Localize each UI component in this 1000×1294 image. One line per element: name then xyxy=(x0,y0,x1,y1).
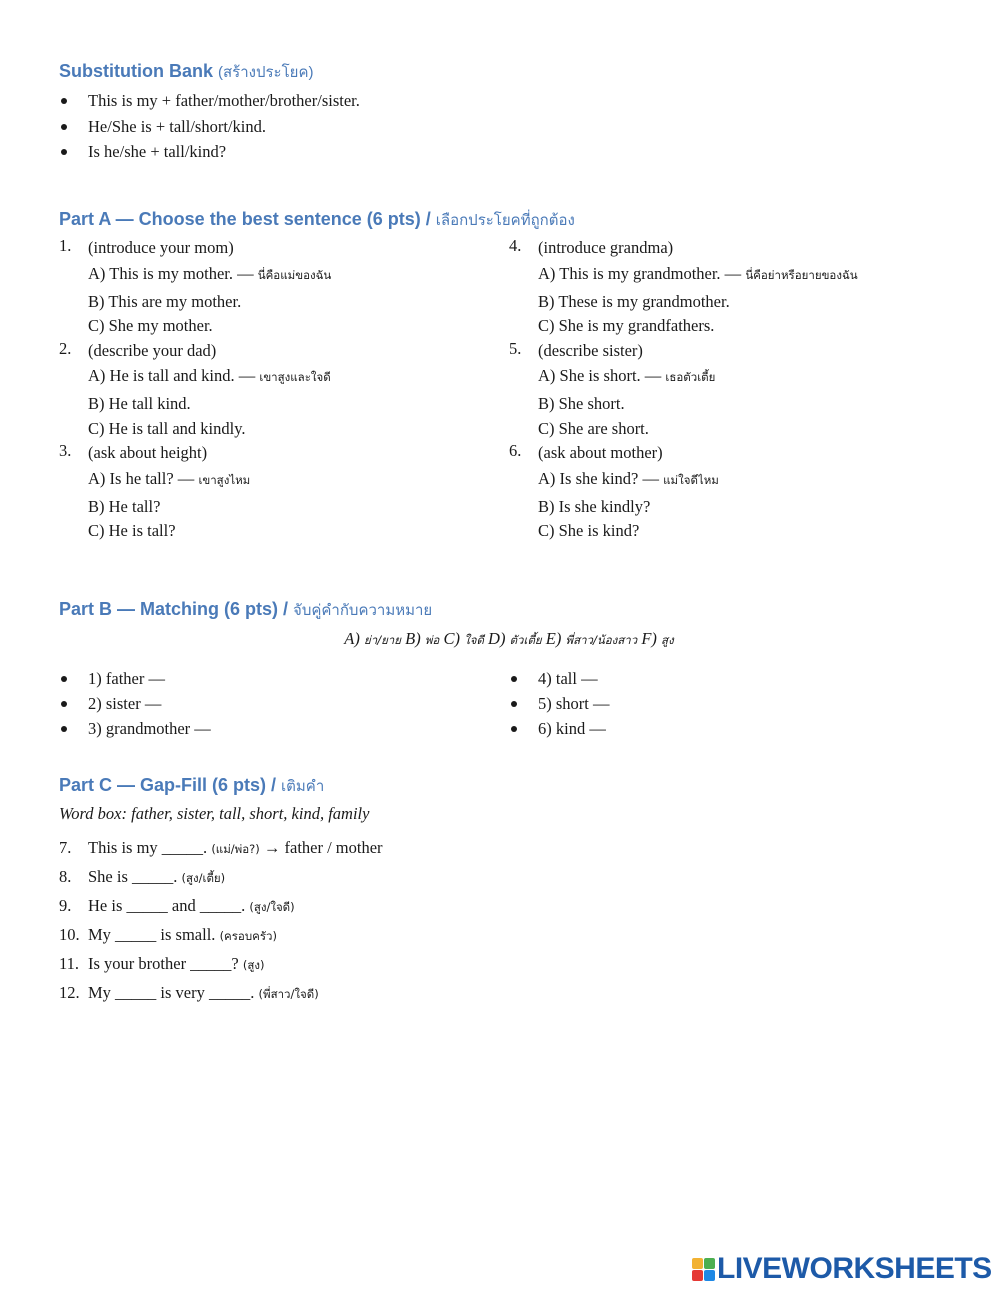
question-prompt: (ask about mother) xyxy=(538,443,663,462)
logo-tile xyxy=(704,1258,715,1269)
matching-option-thai: ตัวเตี้ย xyxy=(509,633,542,647)
question-number: 6. xyxy=(509,441,522,460)
gap-fill-item[interactable] xyxy=(59,892,959,921)
option-c[interactable]: C) She is my grandfathers. xyxy=(538,316,715,335)
matching-option-letter: E) xyxy=(545,629,562,648)
option-a[interactable] xyxy=(538,363,959,390)
matching-right-list xyxy=(509,666,959,741)
gap-hint: (พี่สาว/ใจดี) xyxy=(258,987,319,1001)
matching-option-thai: สูง xyxy=(661,633,674,647)
question xyxy=(509,441,959,544)
option-a-text: A) Is she kind? — xyxy=(538,468,659,488)
matching-option-thai: ย่า/ยาย xyxy=(364,633,402,647)
logo-tile xyxy=(692,1270,703,1281)
option-c[interactable]: C) He is tall? xyxy=(88,521,176,540)
substitution-list xyxy=(59,88,959,165)
option-a-text: A) She is short. — xyxy=(538,366,662,385)
option-b[interactable]: B) These is my grandmother. xyxy=(538,291,730,311)
question-prompt: (describe your dad) xyxy=(88,340,217,360)
option-c[interactable]: C) He is tall and kindly. xyxy=(88,418,246,438)
part-a xyxy=(59,206,959,544)
question xyxy=(509,236,959,339)
gap-fill-item[interactable] xyxy=(59,863,959,892)
option-a-translation: นี่คือย่าหรือยายของฉัน xyxy=(745,267,858,282)
liveworksheets-logo xyxy=(692,1254,992,1284)
gap-hint: (สูง) xyxy=(242,958,265,972)
matching-option-thai: ใจดี xyxy=(464,633,484,647)
option-a-translation: เขาสูงและใจดี xyxy=(259,370,331,384)
part-c xyxy=(59,772,959,1008)
matching-option xyxy=(641,629,673,648)
gap-fill-item[interactable] xyxy=(59,979,959,1008)
option-c[interactable]: C) She my mother. xyxy=(88,316,213,335)
list-item: Is he/she + tall/kind? xyxy=(59,139,959,165)
gap-hint: (แม่/พ่อ?) xyxy=(211,842,260,856)
question-prompt: (ask about height) xyxy=(88,443,208,462)
gap-fill-item[interactable] xyxy=(59,921,959,950)
part-b xyxy=(59,596,959,741)
matching-option xyxy=(546,629,637,648)
option-b[interactable]: B) This are my mother. xyxy=(88,291,242,311)
option-c[interactable]: C) She are short. xyxy=(538,418,649,438)
matching-item[interactable]: 1) father — xyxy=(59,666,509,691)
gap-answer-hint: → father / mother xyxy=(263,838,383,857)
part-a-title: Part A — Choose the best sentence (6 pts) / เลือกประโยคที่ถูกต้อง xyxy=(59,209,575,229)
question xyxy=(59,441,509,544)
gap-sentence: He is _____ and _____. xyxy=(88,896,246,915)
option-c[interactable]: C) She is kind? xyxy=(538,521,640,540)
part-a-right-column xyxy=(509,236,959,544)
substitution-title: Substitution Bank (สร้างประโยค) xyxy=(59,61,314,81)
matching-option xyxy=(405,629,439,648)
gap-number: 8. xyxy=(59,867,72,886)
gap-number: 12. xyxy=(59,983,80,1002)
gap-fill-item[interactable] xyxy=(59,950,959,979)
option-a[interactable] xyxy=(88,261,509,288)
part-a-left-column xyxy=(59,236,509,544)
option-a-translation: นี่คือแม่ของฉัน xyxy=(257,267,332,282)
matching-options xyxy=(59,627,959,652)
matching-option xyxy=(443,629,483,648)
question xyxy=(509,339,959,442)
matching-left-list xyxy=(59,666,509,741)
gap-number: 7. xyxy=(59,838,72,857)
option-a-text: A) He is tall and kind. — xyxy=(88,366,256,385)
question-number: 4. xyxy=(509,236,522,255)
matching-item[interactable]: 2) sister — xyxy=(59,691,509,716)
question-number: 1. xyxy=(59,236,72,255)
logo-mark-icon xyxy=(692,1258,715,1281)
gap-hint: (สูง/ใจดี) xyxy=(249,900,295,914)
option-b[interactable]: B) She short. xyxy=(538,394,625,413)
option-a[interactable] xyxy=(538,261,959,288)
matching-option-thai: พี่สาว/น้องสาว xyxy=(565,633,638,647)
gap-fill-list xyxy=(59,834,959,1008)
question xyxy=(59,339,509,442)
logo-tile xyxy=(704,1270,715,1281)
gap-hint: (ครอบครัว) xyxy=(219,929,277,943)
list-item: This is my + father/mother/brother/sister. xyxy=(59,88,959,114)
question-prompt: (describe sister) xyxy=(538,340,643,360)
option-a[interactable] xyxy=(88,466,509,493)
part-b-title: Part B — Matching (6 pts) / จับคู่คำกับความหมาย xyxy=(59,599,433,619)
question-number: 5. xyxy=(509,338,522,358)
gap-number: 11. xyxy=(59,954,80,973)
question-number: 2. xyxy=(59,338,72,358)
option-b[interactable]: B) He tall? xyxy=(88,496,161,516)
option-a-text: A) This is my grandmother. — xyxy=(538,263,742,283)
matching-option-letter: A) xyxy=(344,629,360,648)
worksheet-page xyxy=(59,58,959,1002)
list-item: He/She is + tall/short/kind. xyxy=(59,114,959,140)
matching-option xyxy=(344,629,401,648)
matching-item[interactable]: 4) tall — xyxy=(509,666,959,691)
option-a[interactable] xyxy=(88,363,509,390)
question-number: 3. xyxy=(59,441,72,460)
option-a-translation: แม่ใจดีไหม xyxy=(663,472,719,487)
option-a-text: A) This is my mother. — xyxy=(88,263,254,283)
substitution-bank xyxy=(59,58,959,165)
gap-hint: (สูง/เตี้ย) xyxy=(181,871,226,885)
matching-option-letter: D) xyxy=(488,629,506,648)
option-b[interactable]: B) He tall kind. xyxy=(88,394,191,413)
matching-option xyxy=(488,629,542,648)
gap-fill-item[interactable] xyxy=(59,834,959,863)
gap-number: 9. xyxy=(59,896,72,915)
logo-tile xyxy=(692,1258,703,1269)
matching-item[interactable]: 3) grandmother — xyxy=(59,716,509,741)
matching-option-thai: พ่อ xyxy=(424,633,440,647)
option-a-translation: เธอตัวเตี้ย xyxy=(665,370,716,384)
option-a-text: A) Is he tall? — xyxy=(88,468,195,488)
gap-sentence: My _____ is small. xyxy=(88,925,216,944)
question-prompt: (introduce grandma) xyxy=(538,238,674,257)
matching-option-letter: C) xyxy=(443,629,460,648)
question xyxy=(59,236,509,339)
matching-item[interactable]: 5) short — xyxy=(509,691,959,716)
matching-option-letter: F) xyxy=(641,629,657,648)
option-b[interactable]: B) Is she kindly? xyxy=(538,496,651,516)
option-a-translation: เขาสูงไหม xyxy=(198,472,251,487)
gap-sentence: Is your brother _____? xyxy=(88,954,239,973)
gap-number: 10. xyxy=(59,925,80,944)
question-prompt: (introduce your mom) xyxy=(88,238,234,257)
gap-sentence: My _____ is very _____. xyxy=(88,983,255,1002)
gap-sentence: This is my _____. xyxy=(88,838,208,857)
gap-sentence: She is _____. xyxy=(88,867,178,886)
matching-item[interactable]: 6) kind — xyxy=(509,716,959,741)
word-box: Word box: father, sister, tall, short, kind, family xyxy=(59,804,370,823)
option-a[interactable] xyxy=(538,466,959,493)
matching-option-letter: B) xyxy=(405,629,421,648)
logo-text: LIVEWORKSHEETS xyxy=(717,1252,992,1285)
part-c-title: Part C — Gap-Fill (6 pts) / เติมคำ xyxy=(59,775,325,795)
